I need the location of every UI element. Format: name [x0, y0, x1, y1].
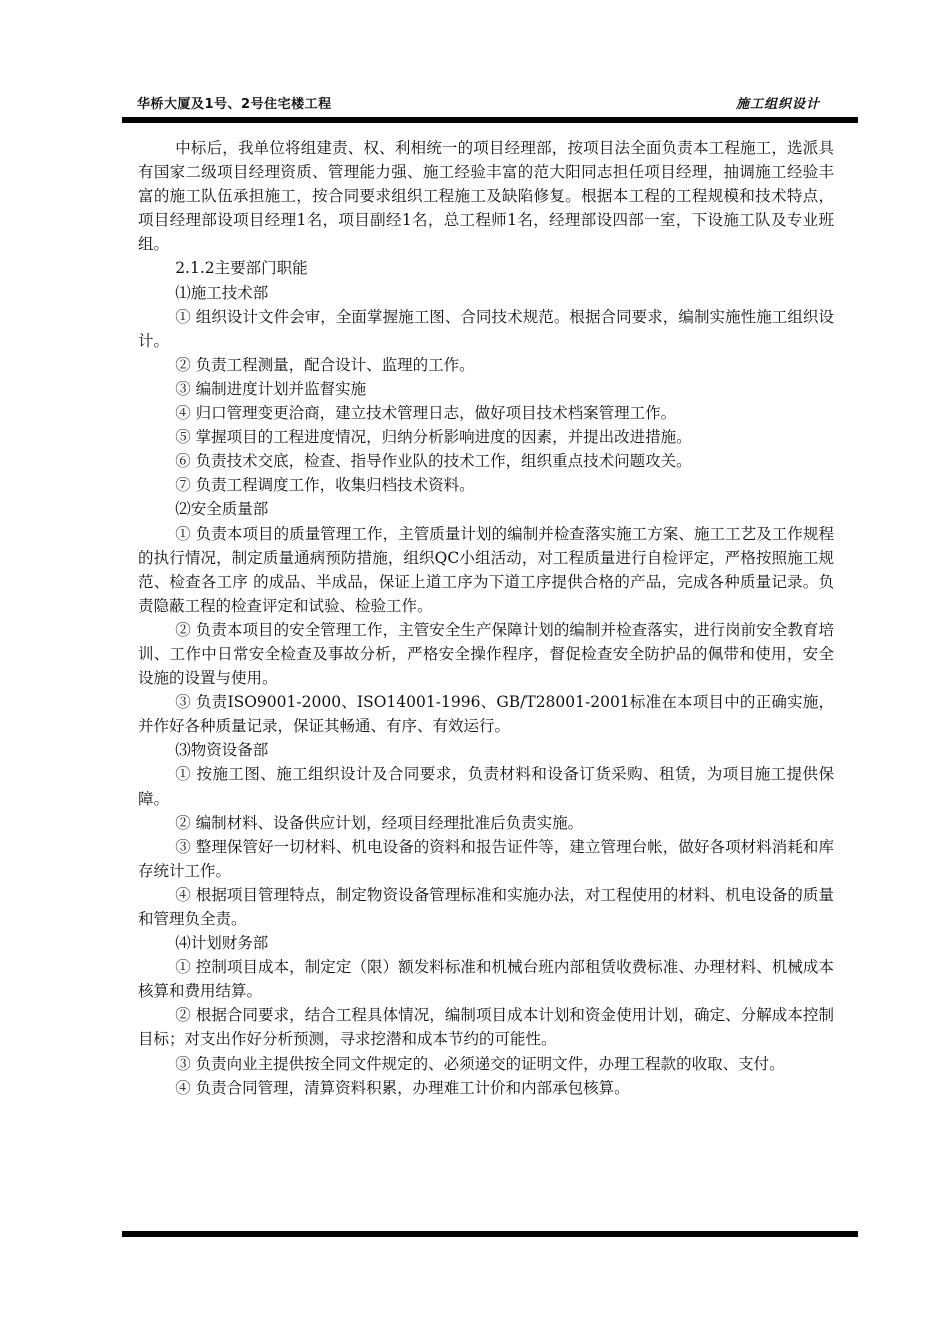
subsection-heading: ⑵安全质量部 — [175, 500, 269, 519]
list-item: ① 控制项目成本，制定定（限）额发料标准和机械台班内部租赁收费标准、办理材料、机械成本核算和费用结算。 — [138, 958, 834, 1001]
header-document-title: 施工组织设计 — [735, 97, 820, 112]
header-rule — [122, 117, 858, 123]
list-item: ④ 归口管理变更洽商，建立技术管理日志，做好项目技术档案管理工作。 — [175, 404, 677, 423]
list-item: ② 负责工程测量，配合设计、监理的工作。 — [175, 355, 475, 374]
list-item: ② 编制材料、设备供应计划，经项目经理批准后负责实施。 — [175, 813, 584, 832]
list-item: ⑥ 负责技术交底，检查、指导作业队的技术工作，组织重点技术问题攻关。 — [175, 452, 692, 471]
list-item: ③ 编制进度计划并监督实施 — [175, 379, 367, 398]
list-item: ③ 负责ISO9001-2000、ISO14001-1996、GB/T28001-2001标准在本项目中的正确实施，并作好各种质量记录，保证其畅通、有序、有效运行。 — [138, 693, 834, 736]
list-item: ④ 根据项目管理特点，制定物资设备管理标准和实施办法，对工程使用的材料、机电设备的质量和管理负全责。 — [138, 885, 834, 928]
list-item: ⑦ 负责工程调度工作，收集归档技术资料。 — [175, 476, 475, 495]
list-item: ② 负责本项目的安全管理工作，主管安全生产保障计划的编制并检查落实，进行岗前安全教育培训、工作中日常安全检查及事故分析，严格安全操作程序，督促检查安全防护品的佩带和使用，安全设施的设置与使用。 — [138, 620, 834, 688]
subsection-heading: ⑷计划财务部 — [175, 934, 269, 953]
subsection-heading: ⑴施工技术部 — [175, 283, 269, 302]
body-text — [138, 136, 834, 1100]
list-item: ① 按施工图、施工组织设计及合同要求，负责材料和设备订货采购、租赁，为项目施工提供保障。 — [138, 765, 834, 808]
list-item: ④ 负责合同管理，清算资料积累，办理难工计价和内部承包核算。 — [175, 1078, 630, 1097]
section-heading: 2.1.2主要部门职能 — [175, 259, 308, 278]
list-item: ① 组织设计文件会审，全面掌握施工图、合同技术规范。根据合同要求，编制实施性施工组织设计。 — [138, 307, 834, 350]
paragraph-intro: 中标后，我单位将组建责、权、利相统一的项目经理部，按项目法全面负责本工程施工，选派具有国家二级项目经理资质、管理能力强、施工经验丰富的范大阳同志担任项目经理，抽调施工经验丰富的施工队伍承担施工，按合同要求组织工程施工及缺陷修复。根据本工程的工程规模和技术特点，项目经理部设项目经理1名，项目副经1名，总工程师1名，经理部设四部一室，下设施工队及专业班组。 — [138, 139, 834, 254]
footer-rule — [122, 1231, 858, 1237]
list-item: ③ 负责向业主提供按全同文件规定的、必须递交的证明文件，办理工程款的收取、支付。 — [175, 1054, 785, 1073]
list-item: ③ 整理保管好一切材料、机电设备的资料和报告证件等，建立管理台帐，做好各项材料消耗和库存统计工作。 — [138, 837, 834, 880]
list-item: ⑤ 掌握项目的工程进度情况，归纳分析影响进度的因素，并提出改进措施。 — [175, 428, 692, 447]
list-item: ① 负责本项目的质量管理工作，主管质量计划的编制并检查落实施工方案、施工工艺及工作规程的执行情况，制定质量通病预防措施，组织QC小组活动，对工程质量进行自检评定，严格按照施工规范、检查各工序 的成品、半成品，保证上道工序为下道工序提供合格的产品，完成各种质量记录。负责隐蔽工程的检查评定和试验、检验工作。 — [138, 524, 834, 615]
subsection-heading: ⑶物资设备部 — [175, 741, 269, 760]
header-project-title: 华桥大厦及1号、2号住宅楼工程 — [137, 97, 332, 112]
list-item: ② 根据合同要求，结合工程具体情况，编制项目成本计划和资金使用计划，确定、分解成本控制目标；对支出作好分析预测，寻求挖潜和成本节约的可能性。 — [138, 1006, 834, 1049]
